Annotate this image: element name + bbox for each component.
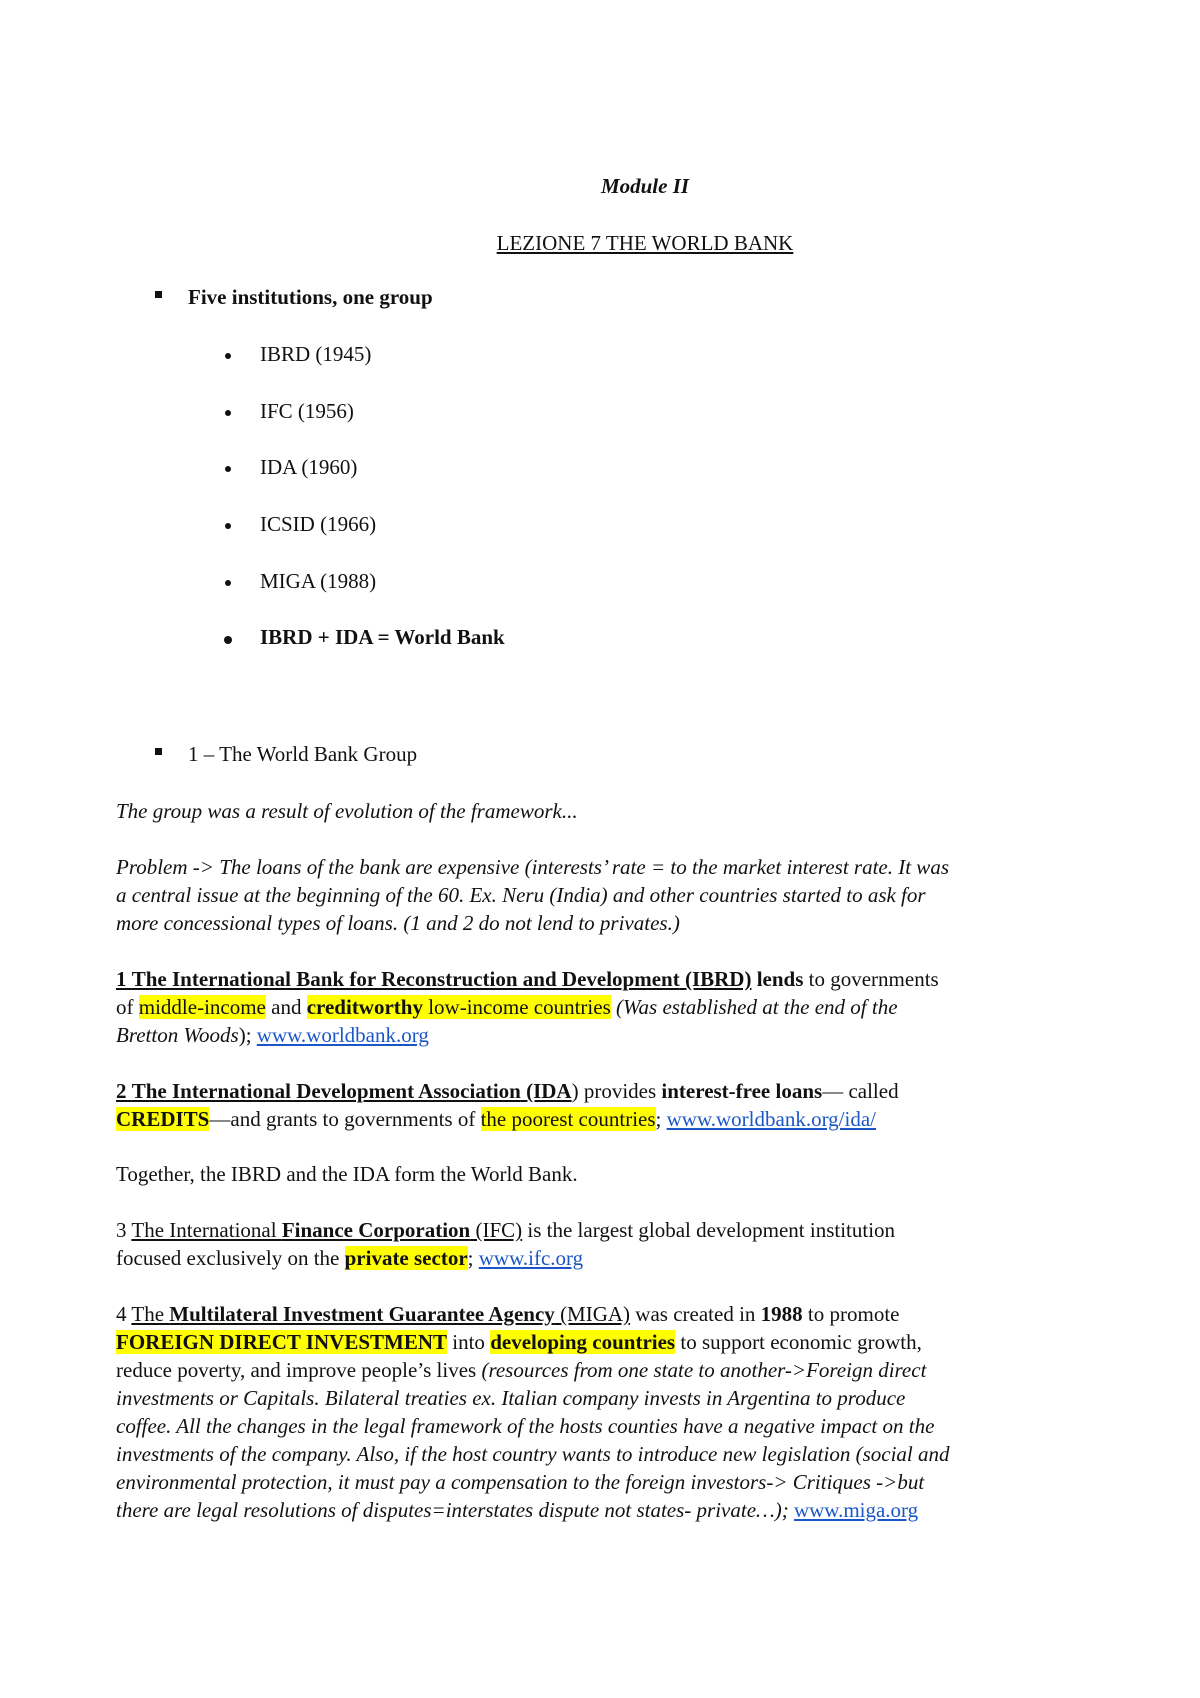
intro-text: The group was a result of evolution of the framework... <box>116 799 578 823</box>
miga-note: investments or Capitals. Bilateral treaties ex. Italian company invests in Argentina to produce <box>116 1386 906 1410</box>
section-heading-world-bank-group: 1 – The World Bank Group <box>188 742 418 766</box>
ifc-text: is the largest global development institution <box>522 1218 896 1242</box>
miga-note: investments of the company. Also, if the host country wants to introduce new legislation (social and <box>116 1442 950 1466</box>
list-item-ibrd: IBRD (1945) <box>260 342 372 366</box>
list-item-summary: IBRD + IDA = World Bank <box>260 625 505 649</box>
ifc-acronym: (IFC) <box>470 1218 523 1242</box>
ifc-text: focused exclusively on the <box>116 1246 345 1270</box>
highlight-poorest-countries: the poorest countries <box>480 1107 656 1131</box>
bullet-dot-icon <box>224 636 232 644</box>
ibrd-text: to governments <box>803 967 939 991</box>
highlight-creditworthy: creditworthy <box>306 995 423 1019</box>
miga-paragraph <box>116 1300 1096 1524</box>
bullet-dot-icon <box>225 466 231 472</box>
lesson-title: LEZIONE 7 THE WORLD BANK <box>496 231 794 255</box>
ifc-prefix: The International <box>131 1218 282 1242</box>
miga-note: coffee. All the changes in the legal framework of the hosts counties have a negative impact on the <box>116 1414 935 1438</box>
ibrd-text: of <box>116 995 139 1019</box>
problem-line: a central issue at the beginning of the 60. Ex. Neru (India) and other countries started to ask for <box>116 883 926 907</box>
bullet-dot-icon <box>225 410 231 416</box>
module-title: Module II <box>600 174 690 198</box>
ida-text: provides <box>578 1079 662 1103</box>
ibrd-text: ); <box>238 1023 257 1047</box>
ibrd-acronym: (IBRD) <box>684 967 752 991</box>
miga-acronym: (MIGA) <box>554 1302 631 1326</box>
together-text: Together, the IBRD and the IDA form the World Bank. <box>116 1162 578 1186</box>
ifc-text: ; <box>467 1246 479 1270</box>
list-item-icsid: ICSID (1966) <box>260 512 377 536</box>
highlight-credits: CREDITS <box>116 1107 210 1131</box>
ifc-name: Finance Corporation <box>281 1218 471 1242</box>
miga-text: to support economic growth, <box>675 1330 922 1354</box>
ibrd-text: and <box>265 995 307 1019</box>
worldbank-ida-link[interactable]: www.worldbank.org/ida/ <box>666 1107 877 1131</box>
problem-line: Problem -> The loans of the bank are expensive (interests’ rate = to the market interest rate. It was <box>116 855 949 879</box>
highlight-private-sector: private sector <box>344 1246 468 1270</box>
highlight-fdi: FOREIGN DIRECT INVESTMENT <box>116 1330 448 1354</box>
ibrd-note: (Was established at the end of the <box>610 995 898 1019</box>
square-bullet-icon <box>155 748 162 755</box>
miga-note: there are legal resolutions of disputes=interstates dispute not states- private…); <box>116 1498 794 1522</box>
highlight-middle-income: middle-income <box>138 995 266 1019</box>
problem-paragraph <box>116 853 1096 937</box>
ida-interest-free-loans: interest-free loans <box>661 1079 823 1103</box>
miga-text: into <box>447 1330 491 1354</box>
ida-text: —and grants to governments of <box>209 1107 481 1131</box>
highlight-low-income: low-income countries <box>422 995 611 1019</box>
miga-note: (resources from one state to another->Foreign direct <box>481 1358 927 1382</box>
ifc-link[interactable]: www.ifc.org <box>478 1246 584 1270</box>
miga-text: reduce poverty, and improve people’s lives <box>116 1358 482 1382</box>
miga-number: 4 <box>116 1302 132 1326</box>
miga-text: was created in <box>630 1302 761 1326</box>
problem-line: more concessional types of loans. (1 and 2 do not lend to privates.) <box>116 911 680 935</box>
ida-paragraph <box>116 1077 1096 1133</box>
bullet-dot-icon <box>225 580 231 586</box>
section-heading-institutions: Five institutions, one group <box>188 285 433 309</box>
square-bullet-icon <box>155 291 162 298</box>
ibrd-number: 1 <box>116 967 127 991</box>
worldbank-link[interactable]: www.worldbank.org <box>256 1023 429 1047</box>
miga-year: 1988 <box>760 1302 803 1326</box>
ibrd-lends: lends <box>756 967 804 991</box>
list-item-miga: MIGA (1988) <box>260 569 377 593</box>
ida-number: 2 <box>116 1079 127 1103</box>
ida-text: ) <box>571 1079 579 1103</box>
highlight-developing-countries: developing countries <box>490 1330 676 1354</box>
ida-text: — called <box>822 1079 899 1103</box>
miga-prefix: The <box>131 1302 170 1326</box>
miga-link[interactable]: www.miga.org <box>793 1498 919 1522</box>
ida-name: The International Development Association <box>131 1079 521 1103</box>
list-item-ifc: IFC (1956) <box>260 399 354 423</box>
miga-name: Multilateral Investment Guarantee Agency <box>169 1302 555 1326</box>
list-item-ida: IDA (1960) <box>260 455 358 479</box>
ifc-number: 3 <box>116 1218 132 1242</box>
bullet-dot-icon <box>225 353 231 359</box>
ibrd-paragraph <box>116 965 1096 1049</box>
ida-text: ; <box>655 1107 667 1131</box>
ida-acronym: (IDA <box>526 1079 572 1103</box>
ifc-paragraph <box>116 1216 1096 1272</box>
ibrd-name: The International Bank for Reconstruction and Development <box>131 967 680 991</box>
miga-note: environmental protection, it must pay a compensation to the foreign investors-> Critiques ->but <box>116 1470 925 1494</box>
miga-text: to promote <box>802 1302 900 1326</box>
bullet-dot-icon <box>225 523 231 529</box>
ibrd-note: Bretton Woods <box>116 1023 239 1047</box>
